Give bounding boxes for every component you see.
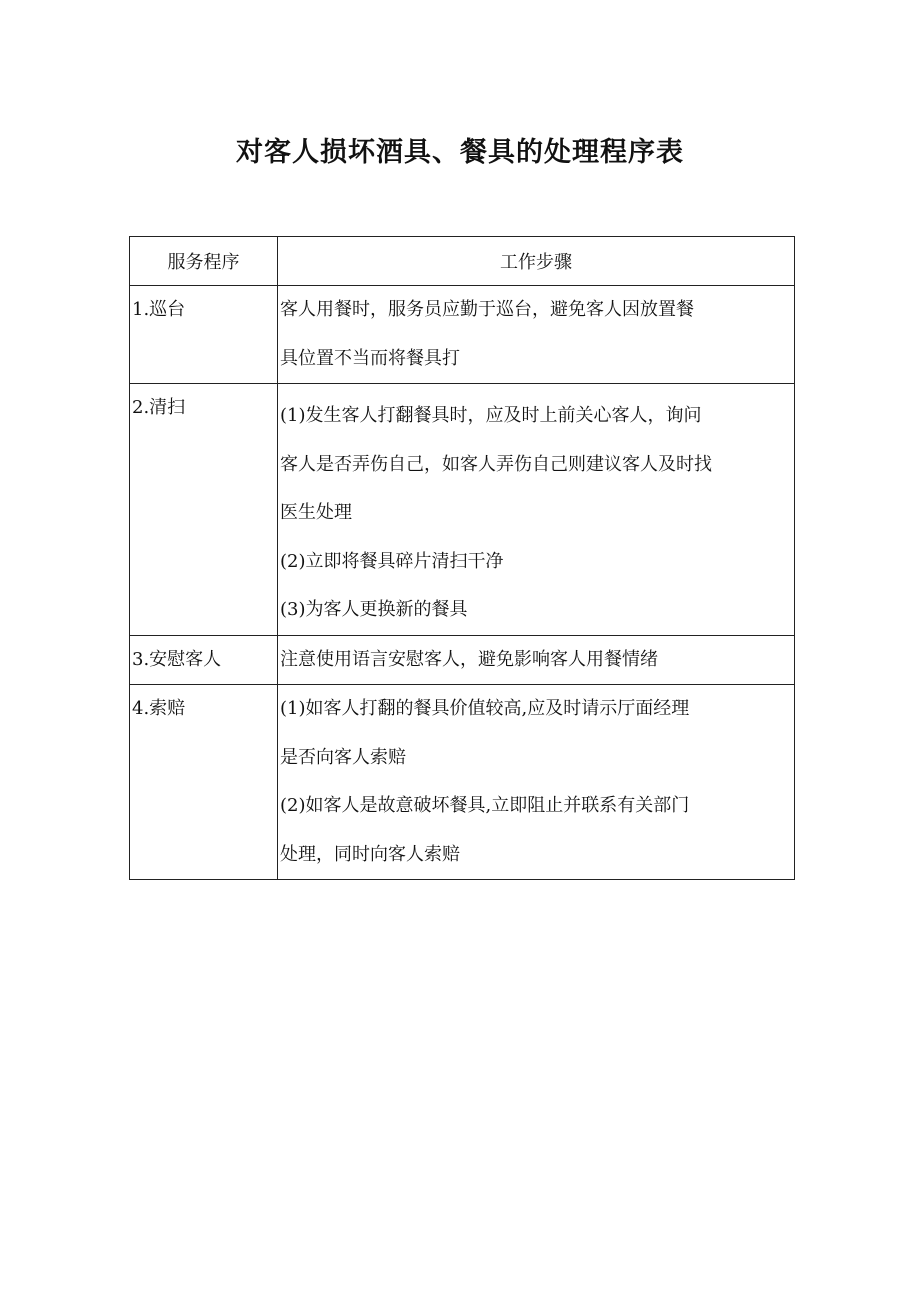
service-cell [130,685,278,880]
column-header-service: 服务程序 [130,237,278,286]
service-cell [130,286,278,384]
step-line: 具位置不当而将餐具打 [280,347,460,369]
service-label: 4.索赔 [132,698,186,719]
step-line: 注意使用语言安慰客人，避免影响客人用餐情绪 [280,648,658,670]
service-cell [130,635,278,685]
service-cell [130,384,278,636]
steps-cell [278,635,795,685]
step-line: (2)如客人是故意破坏餐具,立即阻止并联系有关部门 [280,795,690,816]
page-title: 对客人损坏酒具、餐具的处理程序表 [236,137,684,168]
table-row [130,384,795,636]
step-line: (2)立即将餐具碎片清扫干净 [280,550,504,572]
step-line: 是否向客人索赔 [280,746,406,768]
table-row [130,685,795,880]
step-line: 处理，同时向客人索赔 [280,843,460,865]
table-header-row [130,237,795,286]
step-line: (1)发生客人打翻餐具时，应及时上前关心客人，询问 [280,405,702,426]
table-row [130,635,795,685]
steps-cell [278,384,795,636]
steps-cell [278,286,795,384]
procedure-table [129,236,795,880]
step-line: (1)如客人打翻的餐具价值较高,应及时请示厅面经理 [280,698,690,719]
step-line: 客人是否弄伤自己，如客人弄伤自己则建议客人及时找 [280,453,712,475]
service-label: 3.安慰客人 [132,648,222,670]
steps-cell [278,685,795,880]
column-header-steps: 工作步骤 [278,237,795,286]
service-label: 2.清扫 [132,397,186,418]
step-line: (3)为客人更换新的餐具 [280,599,468,620]
step-line: 客人用餐时，服务员应勤于巡台，避免客人因放置餐 [280,299,694,320]
table-row [130,286,795,384]
step-line: 医生处理 [280,502,352,523]
service-label: 1.巡台 [132,299,186,320]
